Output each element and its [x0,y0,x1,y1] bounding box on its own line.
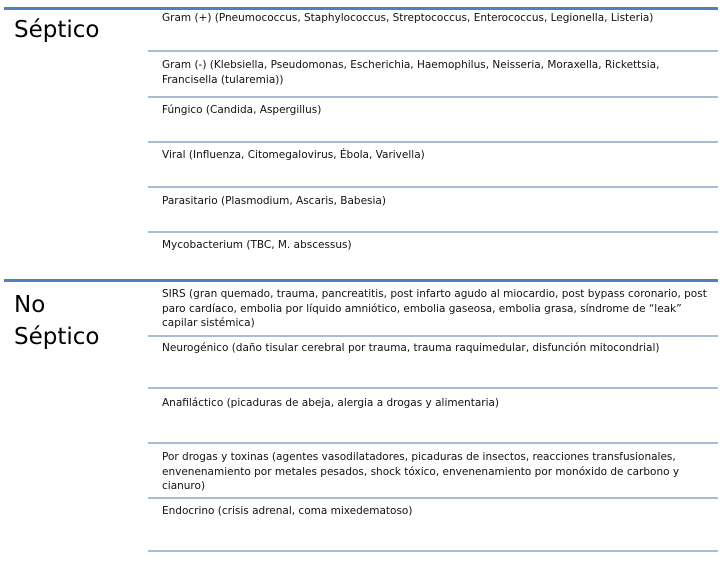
list-item-anafilactico: Anafiláctico (picaduras de abeja, alergia a drogas y alimentaria) [162,397,500,409]
row-separator [148,387,718,389]
row-separator [148,497,718,499]
row-separator [148,231,718,233]
row-separator [148,141,718,143]
row-separator [148,550,718,552]
row-separator [148,186,718,188]
list-item-gram-positive: Gram (+) (Pneumococcus, Staphylococcus, Streptococcus, Enterococcus, Legionella, Listeria) [162,12,654,24]
list-item-neurogenico: Neurogénico (daño tisular cerebral por trauma, trauma raquimedular, disfunción mitocondrial) [162,342,660,354]
section-title-septico [14,14,99,46]
section-title-no-septico [14,289,99,353]
section-title-line: Séptico [14,324,100,350]
list-item-drogas-toxinas: Por drogas y toxinas (agentes vasodilatadores, picaduras de insectos, reacciones transfusionales, envenenamiento por metales pesados, shock tóxico, envenenamiento por monóxido de carbono y cianuro) [162,451,680,493]
section-title-line: Séptico [14,17,100,43]
list-item-endocrino: Endocrino (crisis adrenal, coma mixedematoso) [162,505,413,517]
list-item-gram-negative: Gram (-) (Klebsiella, Pseudomonas, Escherichia, Haemophilus, Neisseria, Moraxella, Rickettsia, Francisella (tularemia)) [162,59,660,86]
section-divider [4,279,718,282]
row-separator [148,442,718,444]
list-item-viral: Viral (Influenza, Citomegalovirus, Ébola, Varivella) [162,149,425,161]
list-item-sirs: SIRS (gran quemado, trauma, pancreatitis, post infarto agudo al miocardio, post bypass coronario, post paro cardíaco, embolia por líquido amniótico, embolia gaseosa, embolia grasa, síndrome de “leak” capilar sistémica) [162,288,707,330]
row-separator [148,96,718,98]
section-divider [4,7,718,10]
list-item-mycobacterium: Mycobacterium (TBC, M. abscessus) [162,239,352,251]
row-separator [148,50,718,52]
list-item-parasitario: Parasitario (Plasmodium, Ascaris, Babesia) [162,195,386,207]
list-item-fungico: Fúngico (Candida, Aspergillus) [162,104,322,116]
row-separator [148,335,718,337]
section-title-line: No [14,292,46,318]
